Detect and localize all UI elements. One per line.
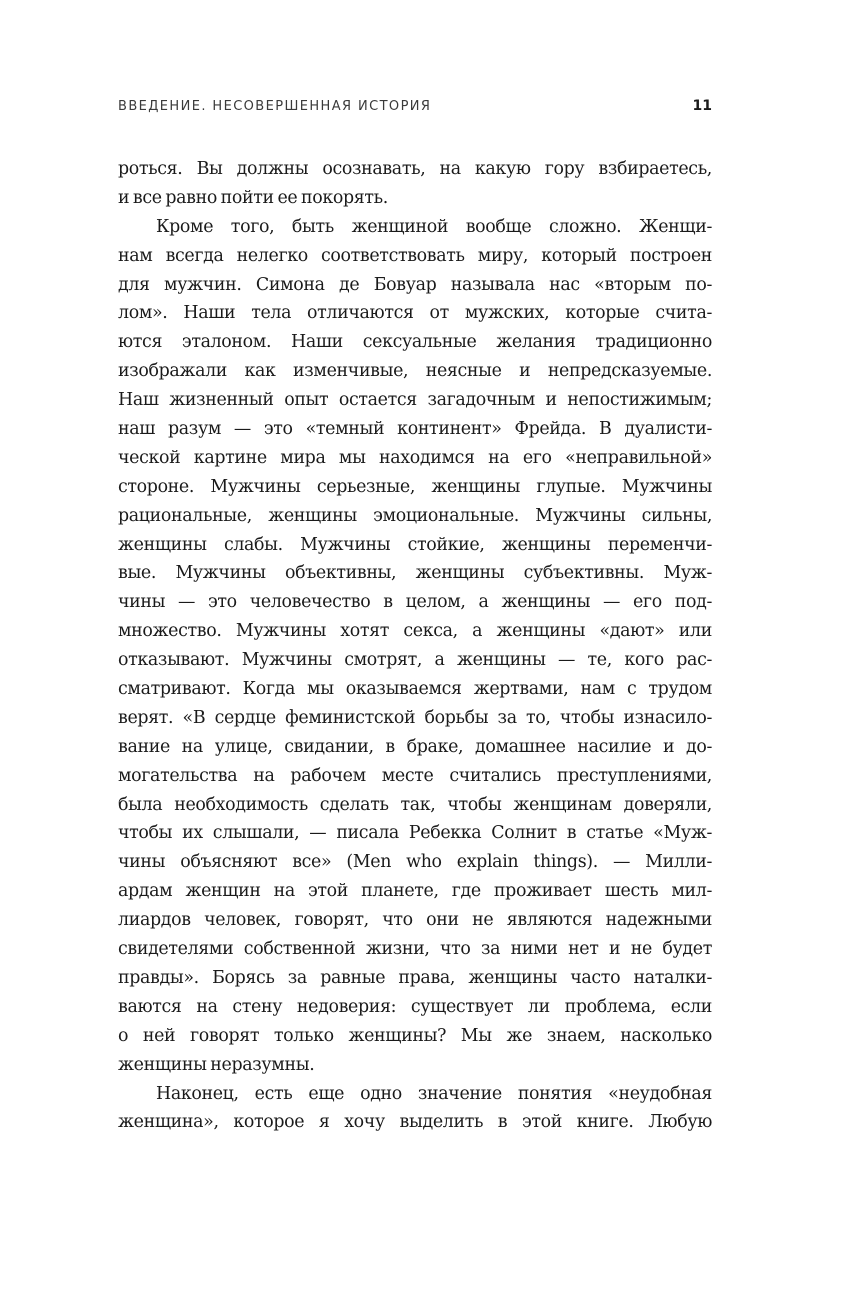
text-line: и все равно пойти ее покорять. bbox=[118, 187, 388, 208]
text-line: Наш жизненный опыт остается загадочным и непостижимым; bbox=[118, 390, 712, 411]
text-line: ческой картине мира мы находимся на его «неправильной» bbox=[118, 447, 712, 468]
running-head bbox=[118, 99, 712, 119]
text-line: изображали как изменчивые, неясные и непредсказуемые. bbox=[118, 361, 712, 382]
text-line: Кроме того, быть женщиной вообще сложно. Женщи- bbox=[156, 216, 712, 237]
text-line: наш разум — это «темный континент» Фрейда. В дуалисти- bbox=[118, 419, 712, 440]
text-line: нам всегда нелегко соответствовать миру, который построен bbox=[118, 245, 712, 266]
text-line: была необходимость сделать так, чтобы женщинам доверяли, bbox=[118, 794, 712, 815]
text-line: верят. «В сердце феминистской борьбы за то, чтобы изнасило- bbox=[118, 707, 712, 728]
text-line: множество. Мужчины хотят секса, а женщины «дают» или bbox=[118, 621, 712, 642]
text-line: о ней говорят только женщины? Мы же знаем, насколько bbox=[118, 1025, 712, 1046]
text-line: для мужчин. Симона де Бовуар называла нас «вторым по- bbox=[118, 274, 712, 295]
text-line: Наконец, есть еще одно значение понятия «неудобная bbox=[156, 1083, 712, 1104]
text-line: лом». Наши тела отличаются от мужских, которые счита- bbox=[118, 303, 712, 324]
body-text bbox=[118, 155, 712, 1137]
text-line: могательства на рабочем месте считались преступлениями, bbox=[118, 765, 712, 786]
text-line: чины — это человечество в целом, а женщины — его под- bbox=[118, 592, 712, 613]
text-line: отказывают. Мужчины смотрят, а женщины — те, кого рас- bbox=[118, 650, 712, 671]
text-line: ардам женщин на этой планете, где проживает шесть мил- bbox=[118, 881, 712, 902]
text-line: ваются на стену недоверия: существует ли проблема, если bbox=[118, 996, 712, 1017]
paragraph-2 bbox=[118, 213, 712, 1080]
text-line: вые. Мужчины объективны, женщины субъективны. Муж- bbox=[118, 563, 712, 584]
running-title: ВВЕДЕНИЕ. НЕСОВЕРШЕННАЯ ИСТОРИЯ bbox=[118, 99, 432, 114]
text-line: роться. Вы должны осознавать, на какую гору взбираетесь, bbox=[118, 159, 712, 179]
text-line: женщины неразумны. bbox=[118, 1054, 315, 1075]
text-line: вание на улице, свидании, в браке, домашнее насилие и до- bbox=[118, 736, 712, 757]
text-line: лиардов человек, говорят, что они не являются надежными bbox=[118, 910, 712, 931]
text-line: чины объясняют все» (Men who explain things). — Милли- bbox=[118, 852, 712, 873]
text-line: сматривают. Когда мы оказываемся жертвами, нам с трудом bbox=[118, 679, 712, 700]
text-line: чтобы их слышали, — писала Ребекка Солнит в статье «Муж- bbox=[118, 823, 712, 844]
paragraph-3 bbox=[118, 1080, 712, 1138]
text-line: ются эталоном. Наши сексуальные желания традиционно bbox=[118, 332, 712, 353]
text-line: стороне. Мужчины серьезные, женщины глупые. Мужчины bbox=[118, 476, 712, 497]
text-line: женщина», которое я хочу выделить в этой книге. Любую bbox=[118, 1112, 712, 1133]
paragraph-1 bbox=[118, 155, 712, 213]
page-number: 11 bbox=[692, 98, 712, 114]
text-line: женщины слабы. Мужчины стойкие, женщины переменчи- bbox=[118, 534, 712, 555]
text-line: правды». Борясь за равные права, женщины часто наталки- bbox=[118, 967, 712, 988]
text-line: свидетелями собственной жизни, что за ними нет и не будет bbox=[118, 939, 712, 960]
text-line: рациональные, женщины эмоциональные. Мужчины сильны, bbox=[118, 505, 712, 526]
